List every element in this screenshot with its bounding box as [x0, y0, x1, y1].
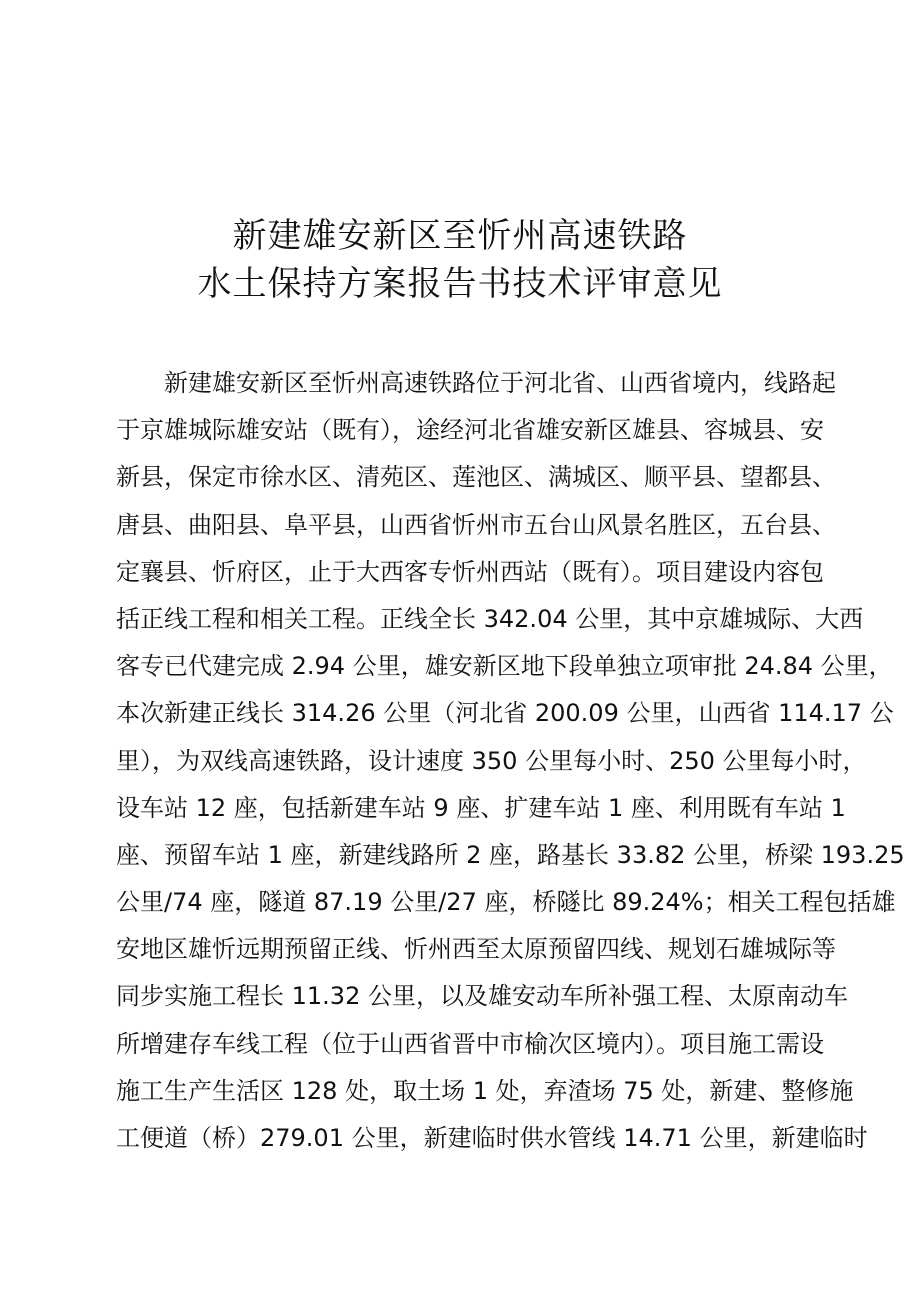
body-line-14: 同步实施工程长 11.32 公里，以及雄安动车所补强工程、太原南动车 [116, 982, 848, 1011]
body-line-16: 施工生产生活区 128 处，取土场 1 处，弃渣场 75 处，新建、整修施 [116, 1076, 854, 1105]
body-line-4: 唐县、曲阳县、阜平县，山西省忻州市五台山风景名胜区，五台县、 [116, 510, 836, 539]
body-line-6: 括正线工程和相关工程。正线全长 342.04 公里，其中京雄城际、大西 [116, 604, 864, 633]
title-line-2: 水土保持方案报告书技术评审意见 [197, 264, 723, 304]
title-line-1: 新建雄安新区至忻州高速铁路 [232, 216, 688, 256]
body-line-2: 于京雄城际雄安站（既有），途经河北省雄安新区雄县、容城县、安 [116, 416, 824, 445]
document-title [0, 212, 920, 308]
body-paragraph [116, 360, 905, 1162]
body-line-12: 公里/74 座，隧道 87.19 公里/27 座，桥隧比 89.24%；相关工程包括雄 [116, 888, 896, 917]
body-line-5: 定襄县、忻府区，止于大西客专忻州西站（既有）。项目建设内容包 [116, 557, 824, 586]
body-line-1: 新建雄安新区至忻州高速铁路位于河北省、山西省境内，线路起 [164, 369, 836, 397]
body-line-3: 新县，保定市徐水区、清苑区、莲池区、满城区、顺平县、望都县、 [116, 463, 836, 492]
body-line-10: 设车站 12 座，包括新建车站 9 座、扩建车站 1 座、利用既有车站 1 [116, 793, 846, 822]
body-line-15: 所增建存车线工程（位于山西省晋中市榆次区境内）。项目施工需设 [116, 1029, 824, 1058]
body-line-7: 客专已代建完成 2.94 公里，雄安新区地下段单独立项审批 24.84 公里， [116, 652, 893, 681]
body-line-17: 工便道（桥）279.01 公里，新建临时供水管线 14.71 公里，新建临时 [116, 1124, 868, 1152]
body-line-13: 安地区雄忻远期预留正线、忻州西至太原预留四线、规划石雄城际等 [116, 935, 836, 964]
body-line-11: 座、预留车站 1 座，新建线路所 2 座，路基长 33.82 公里，桥梁 193.25 [116, 840, 905, 869]
body-line-9: 里），为双线高速铁路，设计速度 350 公里每小时、250 公里每小时， [116, 746, 867, 775]
body-line-8: 本次新建正线长 314.26 公里（河北省 200.09 公里，山西省 114.17 公 [116, 699, 894, 728]
